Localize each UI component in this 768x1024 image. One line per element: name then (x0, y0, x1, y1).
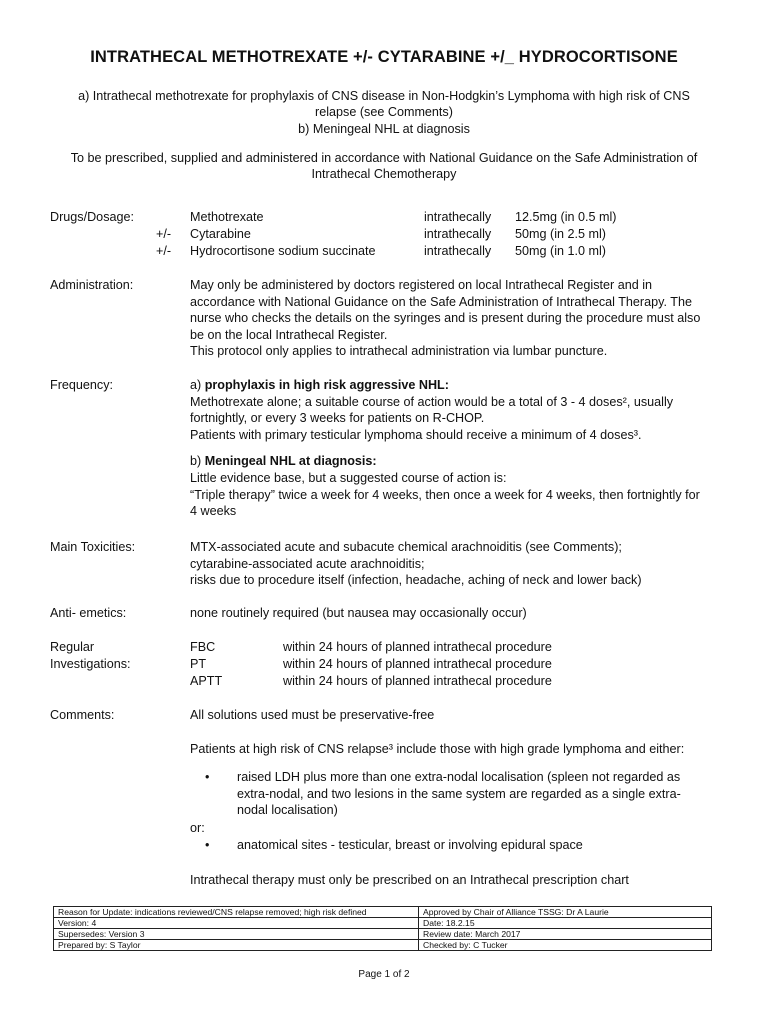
drug-route: intrathecally (424, 227, 492, 241)
drug-dose: 50mg (in 2.5 ml) (515, 227, 606, 241)
drugs-label: Drugs/Dosage: (50, 210, 134, 224)
administration-label: Administration: (50, 278, 134, 292)
investigation-timing: within 24 hours of planned intrathecal procedure (283, 657, 552, 671)
frequency-b-line: “Triple therapy” twice a week for 4 weeks, then once a week for 4 weeks, then fortnightly for (190, 487, 700, 502)
drug-prefix: +/- (156, 227, 172, 241)
toxicities-line: MTX-associated acute and subacute chemical arachnoiditis (see Comments); (190, 540, 622, 554)
footer-cell: Reason for Update: indications reviewed/CNS relapse removed; high risk defined (54, 907, 419, 918)
document-control-table (53, 906, 712, 951)
or-text: or: (190, 821, 205, 835)
frequency-a-line: fortnightly, or every 3 weeks for patients on R-CHOP. (190, 411, 485, 426)
administration-text (190, 277, 728, 360)
bullet-dot: • (205, 770, 210, 784)
frequency-a-title: prophylaxis in high risk aggressive NHL: (204, 378, 449, 392)
comments-line1: All solutions used must be preservative-free (190, 708, 435, 722)
guidance-line1: To be prescribed, supplied and administered in accordance with National Guidance on the Safe Administration of (70, 151, 698, 165)
page-number: Page 1 of 2 (358, 969, 410, 980)
bullet-line: extra-nodal, and two lesions in the same system are regarded as a single extra- (237, 786, 681, 801)
indication-a-line2: relapse (see Comments) (315, 105, 453, 119)
bullet-line: raised LDH plus more than one extra-nodal localisation (spleen not regarded as (237, 770, 681, 784)
guidance-line2: Intrathecal Chemotherapy (311, 167, 457, 181)
toxicities-text (190, 539, 728, 589)
administration-line: be on the local Intrathecal Register. (190, 327, 388, 342)
bullet-text (237, 769, 707, 819)
antiemetics-label: Anti- emetics: (50, 606, 127, 620)
drug-name: Methotrexate (190, 210, 264, 224)
footer-row (54, 918, 712, 929)
investigation-test: FBC (190, 640, 216, 654)
indication-b: b) Meningeal NHL at diagnosis (298, 122, 470, 136)
administration-line: May only be administered by doctors registered on local Intrathecal Register and in (190, 278, 653, 292)
document-title: INTRATHECAL METHOTREXATE +/- CYTARABINE +/_ HYDROCORTISONE (90, 48, 678, 66)
footer-cell: Version: 4 (54, 918, 419, 929)
indication-a (0, 88, 768, 120)
bullet-dot: • (205, 838, 210, 852)
toxicities-line: risks due to procedure itself (infection, headache, aching of neck and lower back) (190, 573, 642, 588)
toxicities-line: cytarabine-associated acute arachnoiditis; (190, 556, 425, 571)
footer-cell: Supersedes: Version 3 (54, 929, 419, 940)
frequency-b-line: Little evidence base, but a suggested course of action is: (190, 470, 507, 485)
drug-route: intrathecally (424, 210, 492, 224)
indication-a-line1: a) Intrathecal methotrexate for prophylaxis of CNS disease in Non-Hodgkin’s Lymphoma with high risk of CNS (78, 89, 690, 103)
frequency-a-prefix: a) (190, 378, 205, 392)
footer-cell: Approved by Chair of Alliance TSSG: Dr A Laurie (419, 907, 712, 918)
drug-dose: 50mg (in 1.0 ml) (515, 244, 606, 258)
drug-prefix: +/- (156, 244, 172, 258)
bullet-line: nodal localisation) (237, 803, 338, 818)
drug-route: intrathecally (424, 244, 492, 258)
investigation-test: APTT (190, 674, 223, 688)
guidance-statement (0, 150, 768, 182)
investigations-label-line1: Regular (50, 640, 95, 654)
footer-cell: Checked by: C Tucker (419, 940, 712, 951)
investigation-timing: within 24 hours of planned intrathecal procedure (283, 674, 552, 688)
comments-line2: Patients at high risk of CNS relapse³ include those with high grade lymphoma and either: (190, 742, 685, 756)
frequency-b-prefix: b) (190, 454, 205, 469)
drug-name: Cytarabine (190, 227, 251, 241)
investigation-timing: within 24 hours of planned intrathecal procedure (283, 640, 552, 654)
administration-line: This protocol only applies to intrathecal administration via lumbar puncture. (190, 344, 608, 359)
footer-cell: Review date: March 2017 (419, 929, 712, 940)
administration-line: accordance with National Guidance on the Safe Administration of Intrathecal Therapy. The (190, 294, 692, 309)
antiemetics-text: none routinely required (but nausea may occasionally occur) (190, 606, 527, 620)
frequency-text (190, 377, 728, 520)
frequency-label: Frequency: (50, 378, 113, 392)
frequency-a-heading (190, 377, 728, 394)
bullet-text: anatomical sites - testicular, breast or involving epidural space (237, 838, 583, 852)
frequency-b-heading (190, 453, 728, 470)
footer-row (54, 929, 712, 940)
drug-name: Hydrocortisone sodium succinate (190, 244, 376, 258)
investigations-label (50, 639, 180, 672)
final-note: Intrathecal therapy must only be prescribed on an Intrathecal prescription chart (190, 873, 629, 887)
footer-row (54, 907, 712, 918)
drug-dose: 12.5mg (in 0.5 ml) (515, 210, 617, 224)
investigation-test: PT (190, 657, 207, 671)
footer-cell: Prepared by: S Taylor (54, 940, 419, 951)
toxicities-label: Main Toxicities: (50, 540, 136, 554)
administration-line: nurse who checks the details on the syringes and is present during the procedure must also (190, 311, 701, 326)
frequency-a-line: Methotrexate alone; a suitable course of action would be a total of 3 - 4 doses², usually (190, 394, 674, 409)
investigations-label-line2: Investigations: (50, 656, 131, 671)
frequency-a-line: Patients with primary testicular lymphoma should receive a minimum of 4 doses³. (190, 427, 642, 442)
footer-cell: Date: 18.2.15 (419, 918, 712, 929)
footer-row (54, 940, 712, 951)
frequency-b-title: Meningeal NHL at diagnosis: (204, 454, 377, 469)
frequency-b-line: 4 weeks (190, 504, 237, 519)
comments-label: Comments: (50, 708, 115, 722)
